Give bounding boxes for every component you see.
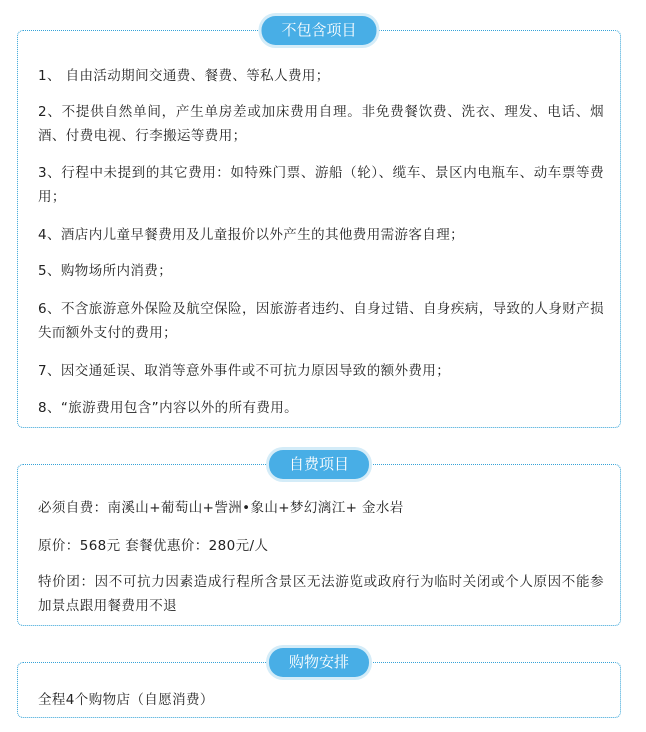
- excluded-item-2: 2、不提供自然单间，产生单房差或加床费用自理。非免费餐饮费、洗衣、理发、电话、烟酒、付费电视、行李搬运等费用；: [38, 104, 604, 144]
- excluded-item-1: 1、 自由活动期间交通费、餐费、等私人费用；: [38, 68, 330, 84]
- shopping-heading: 购物安排: [269, 648, 369, 677]
- optional-required-line: 必须自费：南溪山+葡萄山+訾洲•象山+梦幻漓江+ 金水岩: [38, 500, 404, 516]
- shopping-section: [17, 653, 621, 718]
- optional-special-line: 特价团：因不可抗力因素造成行程所含景区无法游览或政府行为临时关闭或个人原因不能参加景点跟用餐费用不退: [38, 574, 604, 614]
- excluded-heading: 不包含项目: [261, 16, 376, 45]
- excluded-section: [17, 21, 621, 428]
- optional-price-line: 原价：568元 套餐优惠价：280元/人: [38, 538, 269, 554]
- optional-section: [17, 455, 621, 626]
- excluded-item-5: 5、购物场所内消费；: [38, 263, 173, 279]
- excluded-item-8: 8、“旅游费用包含”内容以外的所有费用。: [38, 400, 299, 416]
- excluded-item-4: 4、酒店内儿童早餐费用及儿童报价以外产生的其他费用需游客自理；: [38, 227, 464, 243]
- optional-heading: 自费项目: [269, 450, 369, 479]
- excluded-item-6: 6、不含旅游意外保险及航空保险，因旅游者违约、自身过错、自身疾病，导致的人身财产损失而额外支付的费用；: [38, 301, 604, 341]
- excluded-item-3: 3、行程中未提到的其它费用：如特殊门票、游船（轮）、缆车、景区内电瓶车、动车票等费用；: [38, 165, 604, 205]
- excluded-item-7: 7、因交通延误、取消等意外事件或不可抗力原因导致的额外费用；: [38, 363, 451, 379]
- shopping-item-1: 全程4个购物店（自愿消费）: [38, 692, 214, 708]
